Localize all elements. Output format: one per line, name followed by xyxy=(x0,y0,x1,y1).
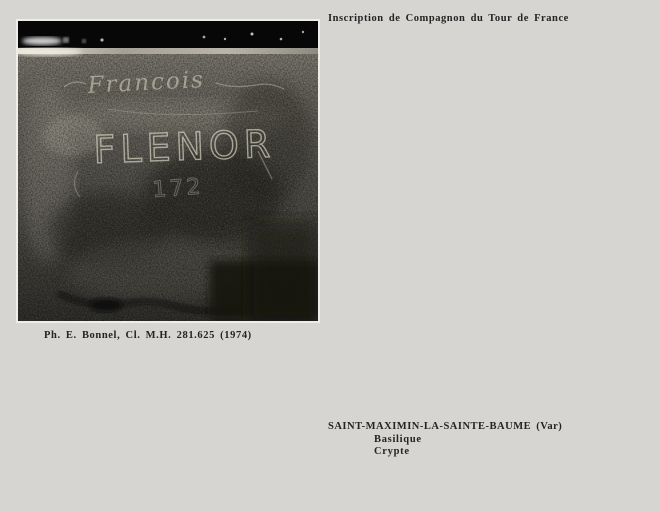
location-name: SAINT-MAXIMIN-LA-SAINTE-BAUME (Var) xyxy=(328,421,563,432)
carved-line-3: 172 xyxy=(151,174,205,203)
inscription-photo xyxy=(16,19,320,323)
photo-credit: Ph. E. Bonnel, Cl. M.H. 281.625 (1974) xyxy=(44,330,252,341)
photo-title: Inscription de Compagnon du Tour de France xyxy=(328,13,569,24)
location-room: Crypte xyxy=(374,446,410,457)
carved-line-1: Francois xyxy=(86,66,206,99)
location-building: Basilique xyxy=(374,433,422,445)
location-block xyxy=(328,421,562,457)
stone-photo-graphic xyxy=(18,21,318,321)
carved-line-2: FLENOR xyxy=(92,121,276,172)
